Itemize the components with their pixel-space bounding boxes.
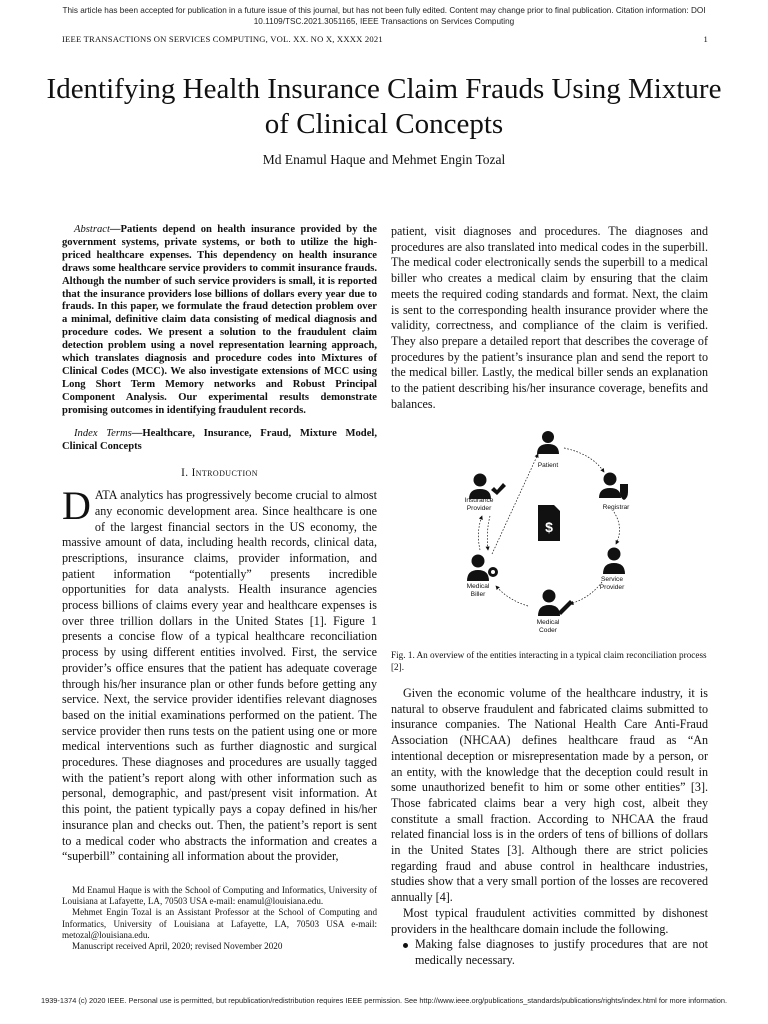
abstract-label: Abstract	[74, 224, 110, 235]
journal-name: IEEE TRANSACTIONS ON SERVICES COMPUTING, VOL. XX. NO X, XXXX 2021	[62, 34, 383, 44]
intro-paragraph-2: Given the economic volume of the healthcare industry, it is natural to observe fraudulent and fabricated claims submitted to insurance companies. The National Health Care Anti-Fraud Association (NHCAA) defines healthcare fraud as “An intentional deception or misrepresentation made by a person, or an entity, with the knowledge that the deception could result in some unauthorized benefit to him or some other entities” [3]. Those fabricated claims bear a very high cost, albeit they constitute a small fraction. According to NHCAA the fraud related financial loss is in the orders of tens of billions of dollars in the United States [3]. Although there are strict policies regarding fraud and abuse control in healthcare industries, studies show that a very small portion of the losses are recovered annually [4].	[391, 686, 708, 905]
document-dollar-icon	[538, 505, 560, 541]
abstract-text: —Patients depend on health insurance provided by the government systems, private systems, or both to utilize the high-priced healthcare expenses. This dependency on health insurance draws some healthcare service providers to commit insurance frauds. Although the number of such service providers is small, it is reported that the insurance providers lose billions of dollars every year due to frauds. In this paper, we formulate the fraud detection problem over a minimal, definitive claim data consisting of medical diagnosis and procedure codes. We present a solution to the fraudulent claim detection problem using a novel representation learning approach, which translates diagnosis and procedure codes into Mixtures of Clinical Codes (MCC). We also investigate extensions of MCC using Long Short Term Memory networks and Robust Principal Component Analysis. Our experimental results demonstrate promising outcomes in identifying fraudulent records.	[62, 224, 377, 416]
intro-paragraph-1-text: ATA analytics has progressively become crucial to almost any economic development area. Since healthcare is one of the largest financial sectors in the US economy, the massive amount of data, including health records, clinical data, prescriptions, insurance claims, provider information, and patient information “potentially” presents incredible opportunities for data analysts. Health insurance agencies process billions of claims every year and healthcare expenses is over three trillion dollars in the United States [1]. Figure 1 presents a concise flow of a typical healthcare reconciliation process by using different entities involved. First, the service provider’s office ensures that the patient has adequate coverage through his/her insurance plan or other funds before getting any service. Next, the service provider identifies relevant diagnoses based on the initial examinations performed on the patient. The service provider then runs tests on the patient using one or more medical interventions such as further diagnostic and surgical procedures. These diagnoses and procedures are usually tagged with the patient’s report along with other information such as personal, demographic, and past/present visit information. At this point, the patient typically pays a copay defined in his/her insurance plan and checks out. Then, the patient’s report is sent to a medical coder who abstracts the information and creates a “superbill” containing all information about the provider,	[62, 488, 377, 864]
index-terms	[62, 428, 377, 454]
right-column-top	[391, 224, 708, 412]
node-label-medical-biller: Medical Biller	[466, 583, 490, 598]
insurance-provider-icon	[469, 474, 506, 500]
node-label-registrar: Registrar	[602, 504, 630, 511]
fraud-activity-list	[391, 937, 708, 968]
arrow-coder-to-biller	[496, 586, 528, 606]
footnote-received: Manuscript received April, 2020; revised November 2020	[72, 941, 283, 952]
figure-1-diagram	[452, 420, 652, 640]
drop-cap: D	[62, 483, 91, 529]
right-column-bottom	[391, 686, 708, 969]
arrow-biller-to-insurance	[478, 516, 482, 550]
left-column	[62, 224, 377, 865]
intro-paragraph-1-continued: patient, visit diagnoses and procedures. The diagnoses and procedures are also translated into medical codes in the superbill. The medical coder electronically sends the superbill to a medical biller who creates a medical claim by ensuring that the claim meets the required coding standards and format. Next, the claim is sent to the corresponding health insurance provider where the validity, correctness, and compliance of the claim is verified. They also prepare a detailed report that describes the coverage of procedures by the patient’s insurance plan and send the report to the medical biller. Lastly, the medical biller sends an explanation to the patient describing his/her insurance coverage, benefits and balances.	[391, 224, 708, 411]
copyright-notice: 1939-1374 (c) 2020 IEEE. Personal use is permitted, but republication/redistribution requires IEEE permission. See http://www.ieee.org/publications_standards/publications/rights/index.html for more information.	[40, 996, 728, 1005]
footnote-author-2: Mehmet Engin Tozal is an Assistant Professor at the School of Computing and Informatics, University of Louisiana at Lafayette, LA, 70503 USA e-mail: metozal@louisiana.edu.	[62, 907, 377, 940]
figure-1-caption: Fig. 1. An overview of the entities interacting in a typical claim reconciliation process [2].	[391, 650, 707, 672]
registrar-icon	[599, 473, 628, 501]
node-label-medical-coder: Medical Coder	[536, 619, 560, 634]
footnote-author-1: Md Enamul Haque is with the School of Computing and Informatics, University of Louisiana at Lafayette, LA, 70503 USA e-mail: enamul@louisiana.edu.	[62, 885, 377, 907]
index-terms-label: Index Terms	[74, 427, 132, 439]
node-label-patient: Patient	[537, 462, 559, 469]
figure-1-svg	[452, 420, 652, 640]
paper-title: Identifying Health Insurance Claim Frauds Using Mixture of Clinical Concepts	[46, 73, 722, 140]
arrow-insurance-to-biller	[487, 516, 490, 550]
svg-text:$: $	[545, 519, 553, 535]
publication-notice: This article has been accepted for publication in a future issue of this journal, but has not been fully edited. Content may change prior to final publication. Citation information: DOI 10.1109/TSC.2021.3051165, IEEE Transactions on Services Computing	[62, 6, 706, 26]
patient-icon	[537, 431, 559, 454]
node-label-insurance-provider: Insurance Provider	[464, 497, 494, 512]
page-number: 1	[703, 34, 708, 44]
intro-paragraph-3: Most typical fraudulent activities committed by dishonest providers in the healthcare domain include the following.	[391, 905, 708, 936]
node-label-service-provider: Service Provider	[599, 576, 625, 591]
abstract	[62, 224, 377, 418]
paper-authors: Md Enamul Haque and Mehmet Engin Tozal	[262, 152, 506, 167]
medical-coder-icon	[538, 590, 573, 617]
medical-biller-icon	[467, 555, 498, 582]
intro-paragraph-1	[62, 483, 377, 865]
running-head	[62, 34, 708, 46]
index-terms-text: —Healthcare, Insurance, Fraud, Mixture Model, Clinical Concepts	[62, 427, 377, 452]
section-heading-introduction: I. Introduction	[181, 467, 258, 480]
footnotes	[62, 885, 377, 952]
list-item: Making false diagnoses to justify procedures that are not medically necessary.	[403, 937, 708, 968]
service-provider-icon	[603, 548, 625, 575]
arrow-registrar-to-service-provider	[614, 512, 620, 544]
